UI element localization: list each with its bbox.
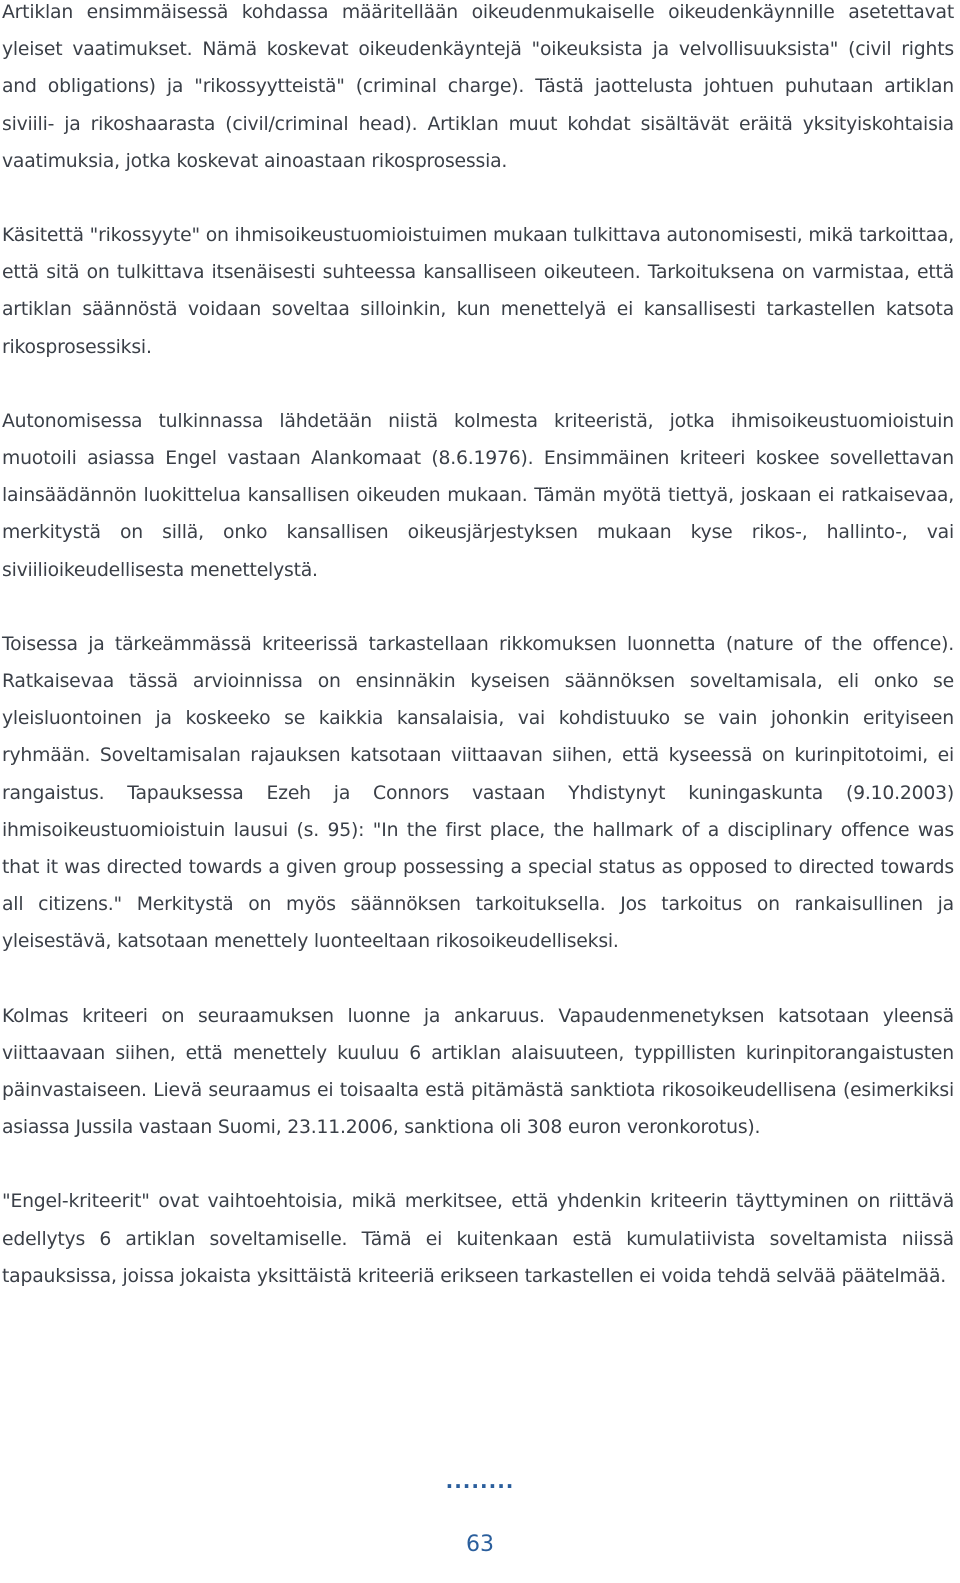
paragraph: Toisessa ja tärkeämmässä kriteerissä tarkastellaan rikkomuksen luonnetta (nature of the offence). Ratkaisevaa tässä arvioinnissa on ensinnäkin kyseisen säännöksen soveltamisala, eli onko se yleisluontoinen ja koskeeko se kaikkia kansalaisia, vai kohdistuuko se vain johonkin erityiseen ryhmään. Soveltamisalan rajauksen katsotaan viittaavan siihen, että kyseessä on kurinpitotoimi, ei rangaistus. Tapauksessa Ezeh ja Connors vastaan Yhdistynyt kuningaskunta (9.10.2003) ihmisoikeustuomioistuin lausui (s. 95): "In the first place, the hallmark of a disciplinary offence was that it was directed towards a given group possessing a special status as opposed to directed towards all citizens." Merkitystä on myös säännöksen tarkoituksella. Jos tarkoitus on rankaisullinen ja yleisestävä, katsotaan menettely luonteeltaan rikosoikeudelliseksi.: [2, 633, 954, 953]
body-text: [2, 0, 954, 1332]
page-number: 63: [466, 1532, 494, 1557]
paragraph: "Engel-kriteerit" ovat vaihtoehtoisia, mikä merkitsee, että yhdenkin kriteerin täyttyminen on riittävä edellytys 6 artiklan soveltamiselle. Tämä ei kuitenkaan estä kumulatiivista soveltamista niissä tapauksissa, joissa jokaista yksittäistä kriteeriä erikseen tarkastellen ei voida tehdä selvää päätelmää.: [2, 1191, 954, 1287]
paragraph: Käsitettä "rikossyyte" on ihmisoikeustuomioistuimen mukaan tulkittava autonomisesti, mikä tarkoittaa, että sitä on tulkittava itsenäisesti suhteessa kansalliseen oikeuteen. Tarkoituksena on varmistaa, että artiklan säännöstä voidaan soveltaa silloinkin, kun menettelyä ei kansallisesti tarkastellen katsota rikosprosessiksi.: [2, 225, 954, 358]
continuation-marker: ........: [445, 1469, 515, 1493]
paragraph: Artiklan ensimmäisessä kohdassa määritellään oikeudenmukaiselle oikeudenkäynnille asetettavat yleiset vaatimukset. Nämä koskevat oikeudenkäyntejä "oikeuksista ja velvollisuuksista" (civil rights and obligations) ja "rikossyytteistä" (criminal charge). Tästä jaottelusta johtuen puhutaan artiklan siviili- ja rikoshaarasta (civil/criminal head). Artiklan muut kohdat sisältävät eräitä yksityiskohtaisia vaatimuksia, jotka koskevat ainoastaan rikosprosessia.: [2, 2, 954, 172]
paragraph: Kolmas kriteeri on seuraamuksen luonne ja ankaruus. Vapaudenmenetyksen katsotaan yleensä viittaavaan siihen, että menettely kuuluu 6 artiklan alaisuuteen, typpillisten kurinpitorangaistusten päinvastaiseen. Lievä seuraamus ei toisaalta estä pitämästä sanktiota rikosoikeudellisena (esimerkiksi asiassa Jussila vastaan Suomi, 23.11.2006, sanktiona oli 308 euron veronkorotus).: [2, 1005, 954, 1139]
paragraph: Autonomisessa tulkinnassa lähdetään niistä kolmesta kriteeristä, jotka ihmisoikeustuomioistuin muotoili asiassa Engel vastaan Alankomaat (8.6.1976). Ensimmäinen kriteeri koskee sovellettavan lainsäädännön luokittelua kansallisen oikeuden mukaan. Tämän myötä tiettyä, joskaan ei ratkaisevaa, merkitystä on sillä, onko kansallisen oikeusjärjestyksen mukaan kyse rikos-, hallinto-, vai siviilioikeudellisesta menettelystä.: [2, 410, 954, 581]
